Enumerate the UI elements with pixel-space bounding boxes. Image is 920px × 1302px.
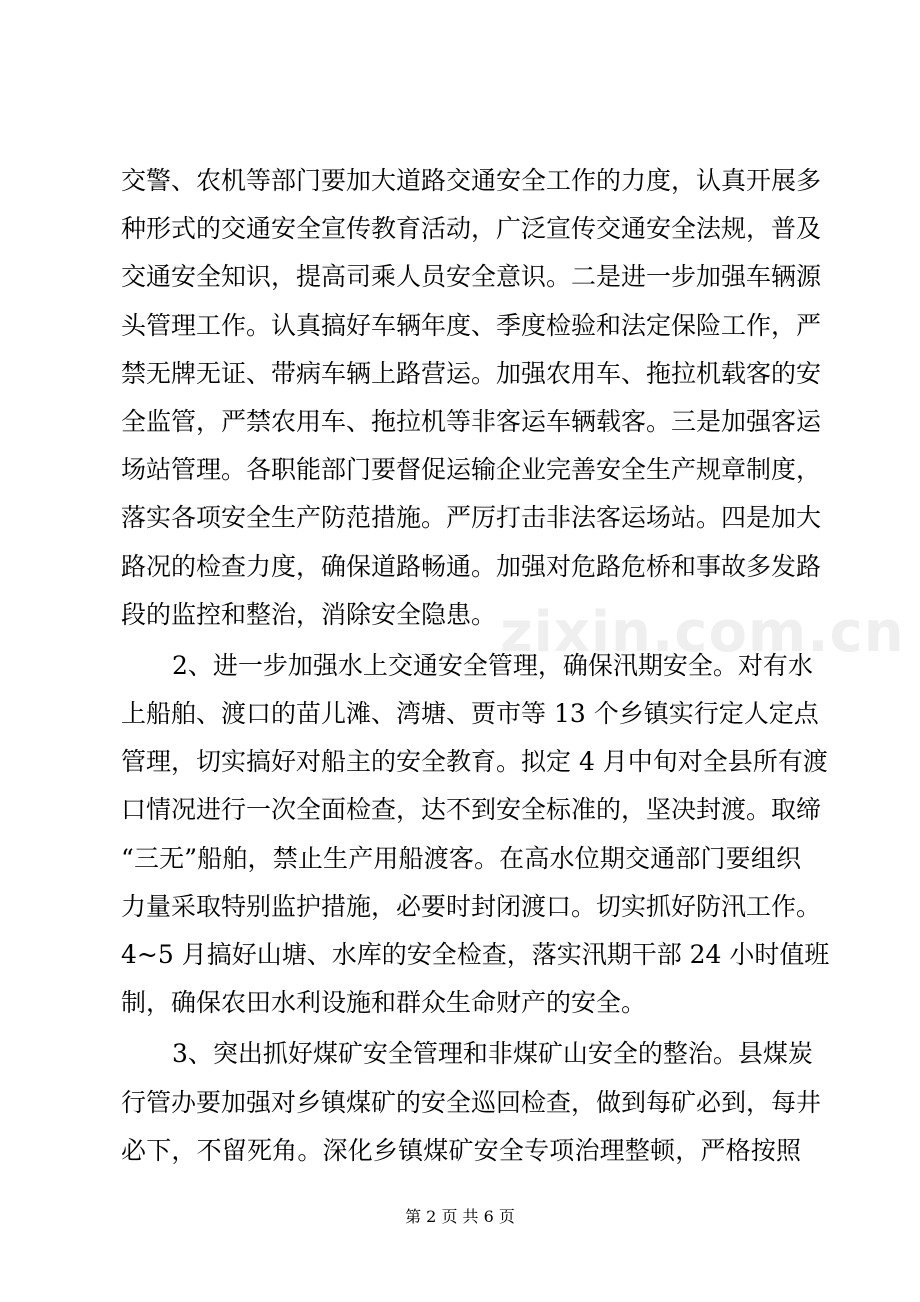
text-line: “三无”船舶，禁止生产用船渡客。在高水位期交通部门要组织 xyxy=(121,843,801,873)
text-line: 行管办要加强对乡镇煤矿的安全巡回检查，做到每矿必到，每井 xyxy=(121,1087,822,1117)
text-line: 制，确保农田水利设施和群众生命财产的安全。 xyxy=(121,988,647,1018)
text-line: 全监管，严禁农用车、拖拉机等非客运车辆载客。三是加强客运 xyxy=(121,406,822,436)
text-line: 落实各项安全生产防范措施。严厉打击非法客运场站。四是加大 xyxy=(121,503,822,533)
text-line: 必下，不留死角。深化乡镇煤矿安全专项治理整顿，严格按照 xyxy=(121,1135,801,1165)
text-line: 段的监控和整治，消除安全隐患。 xyxy=(121,599,497,629)
page-number-footer: 第 2 页 共 6 页 xyxy=(405,1207,515,1226)
text-line: 上船舶、渡口的苗儿滩、湾塘、贾市等 13 个乡镇实行定人定点 xyxy=(121,699,819,729)
text-line: 场站管理。各职能部门要督促运输企业完善安全生产规章制度， xyxy=(121,455,822,485)
text-line: 禁无牌无证、带病车辆上路营运。加强农用车、拖拉机载客的安 xyxy=(121,358,822,388)
text-line: 4~5 月搞好山塘、水库的安全检查，落实汛期干部 24 小时值班 xyxy=(121,940,830,969)
text-line: 管理，切实搞好对船主的安全教育。拟定 4 月中旬对全县所有渡 xyxy=(121,747,828,777)
watermark: zixin.com.cn xyxy=(500,600,905,665)
text-line: 口情况进行一次全面检查，达不到安全标准的，坚决封渡。取缔 xyxy=(121,795,822,825)
text-line: 头管理工作。认真搞好车辆年度、季度检验和法定保险工作，严 xyxy=(121,310,822,340)
text-line: 交通安全知识，提高司乘人员安全意识。二是进一步加强车辆源 xyxy=(121,262,822,292)
text-line: 路况的检查力度，确保道路畅通。加强对危路危桥和事故多发路 xyxy=(121,551,822,581)
document-body xyxy=(121,157,830,1175)
text-line: 种形式的交通安全宣传教育活动，广泛宣传交通安全法规，普及 xyxy=(121,214,822,244)
text-line: 交警、农机等部门要加大道路交通安全工作的力度，认真开展多 xyxy=(121,166,822,195)
text-line: 力量采取特别监护措施，必要时封闭渡口。切实抓好防汛工作。 xyxy=(121,891,822,921)
paragraph-first-line: 2、进一步加强水上交通安全管理，确保汛期安全。对有水 xyxy=(172,650,813,680)
paragraph-first-line: 3、突出抓好煤矿安全管理和非煤矿山安全的整治。县煤炭 xyxy=(172,1039,813,1069)
